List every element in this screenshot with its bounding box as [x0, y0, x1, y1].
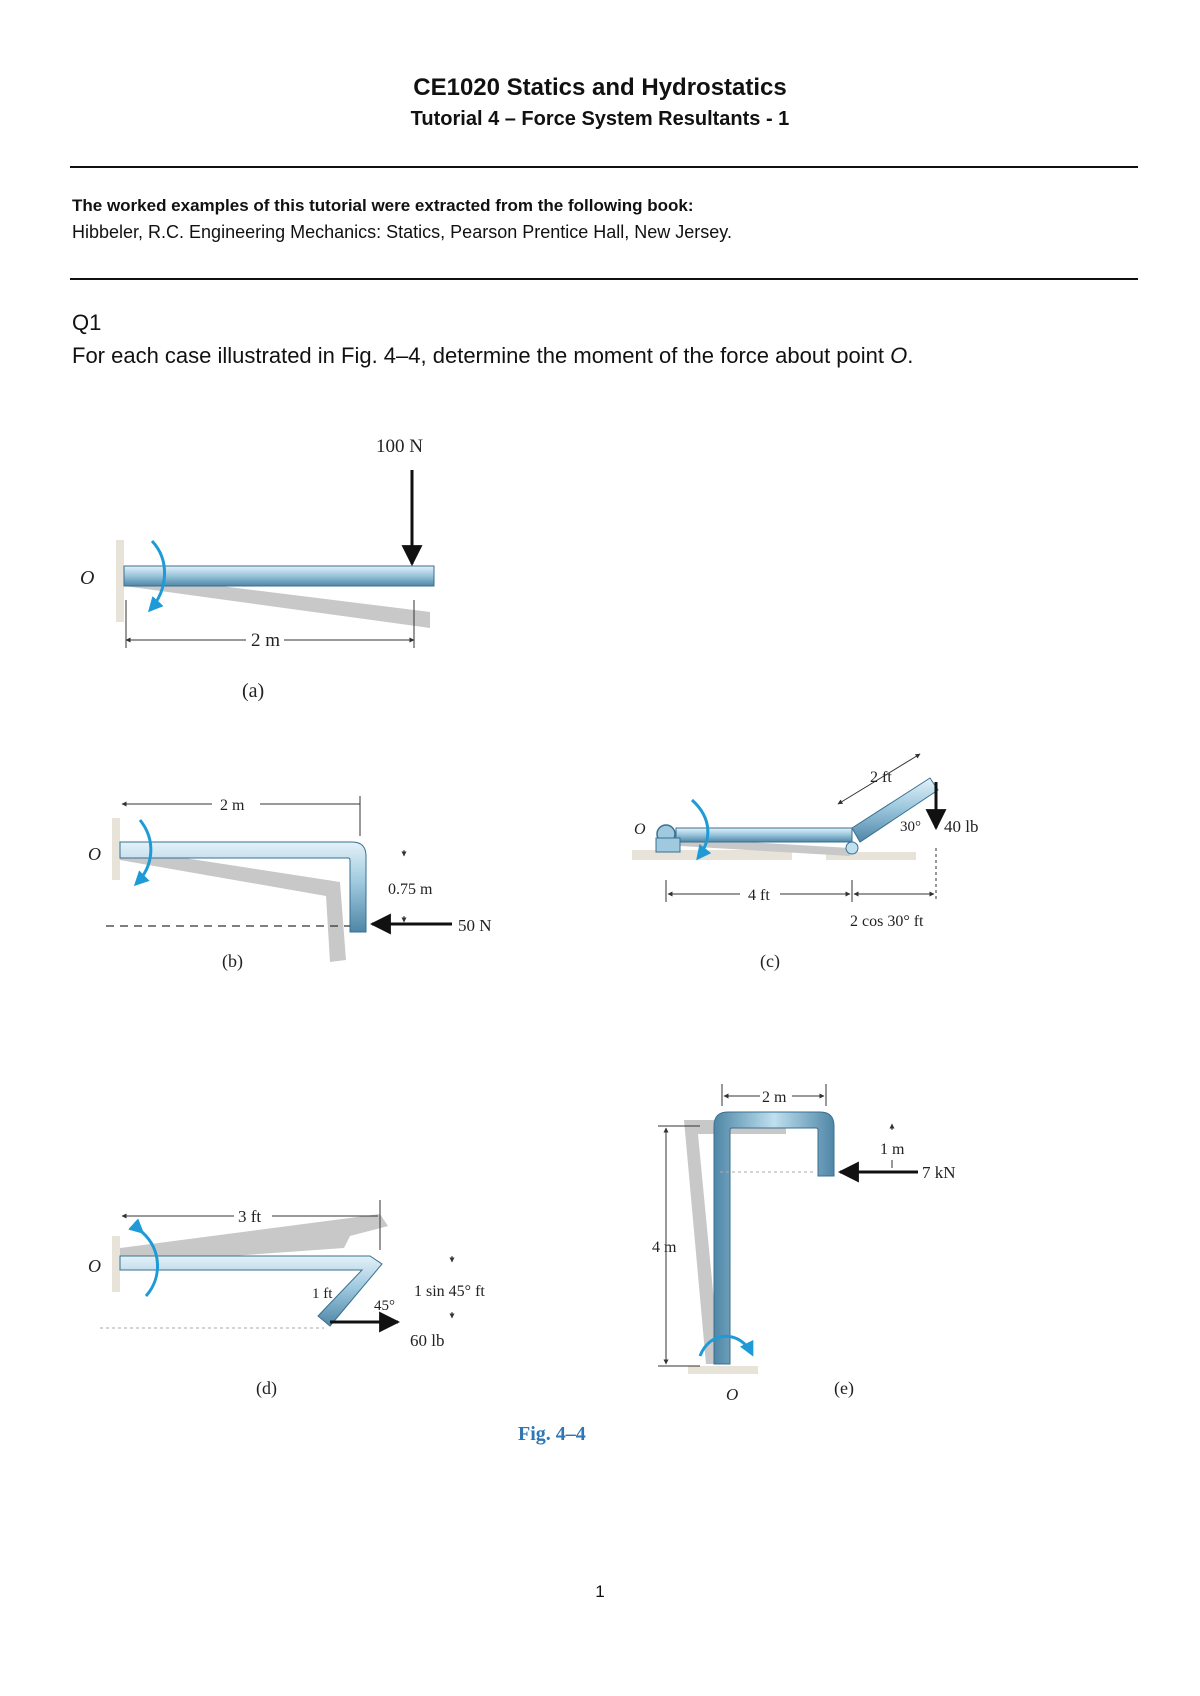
case-label: (d): [256, 1378, 277, 1398]
case-label: (b): [222, 951, 243, 971]
ground: [688, 1366, 758, 1374]
question-number: Q1: [72, 310, 102, 335]
dim-h-label: 4 ft: [748, 887, 770, 904]
dim-v-label: 1 sin 45° ft: [414, 1283, 485, 1300]
force-label: 40 lb: [944, 817, 979, 836]
case-label: (c): [760, 951, 780, 971]
dim-right-label: 1 m: [880, 1141, 905, 1158]
angle-label: 45°: [374, 1298, 395, 1314]
beam: [676, 828, 852, 842]
force-label: 100 N: [376, 436, 423, 457]
beam: [124, 566, 434, 586]
figure-caption: Fig. 4–4: [518, 1423, 586, 1445]
point-label: O: [726, 1385, 739, 1404]
case-e: [652, 1084, 956, 1404]
wall: [116, 540, 124, 622]
point-label: O: [88, 844, 101, 864]
page-number: 1: [595, 1582, 605, 1601]
point-label: O: [80, 567, 95, 589]
beam: [714, 1112, 834, 1364]
wall: [112, 818, 120, 880]
case-label: (a): [242, 680, 265, 702]
point-label: O: [88, 1256, 101, 1276]
beam-shadow: [684, 1120, 786, 1364]
dim-v-label: 0.75 m: [388, 881, 433, 898]
source-citation: Hibbeler, R.C. Engineering Mechanics: Statics, Pearson Prentice Hall, New Jersey.: [72, 222, 732, 242]
force-label: 50 N: [458, 916, 492, 935]
dim-v-label: 4 m: [652, 1239, 677, 1256]
question-text: For each case illustrated in Fig. 4–4, determine the moment of the force about point O.: [72, 343, 914, 368]
force-label: 60 lb: [410, 1331, 445, 1350]
dim-top-label: 2 ft: [870, 769, 892, 786]
tutorial-title: Tutorial 4 – Force System Resultants - 1: [410, 108, 790, 130]
dim-small-label: 1 ft: [312, 1286, 333, 1302]
case-a: [80, 436, 434, 702]
beam: [120, 1256, 382, 1326]
case-label: (e): [834, 1378, 854, 1398]
beam-shadow: [120, 848, 346, 962]
angle-label: 30°: [900, 819, 921, 835]
case-c: [632, 754, 978, 972]
dim-h2-label: 2 cos 30° ft: [850, 913, 924, 930]
roller-support-icon: [846, 842, 858, 854]
dim-top-label: 2 m: [762, 1089, 787, 1106]
case-d: [88, 1200, 485, 1399]
course-title: CE1020 Statics and Hydrostatics: [413, 74, 787, 101]
dim-h-label: 2 m: [220, 797, 245, 814]
case-b: [88, 796, 492, 972]
source-intro: The worked examples of this tutorial were extracted from the following book:: [72, 196, 694, 215]
dim-h-label: 3 ft: [238, 1207, 262, 1226]
force-label: 7 kN: [922, 1163, 956, 1182]
wall: [112, 1236, 120, 1292]
dim-label: 2 m: [251, 630, 281, 651]
point-label: O: [634, 821, 646, 838]
